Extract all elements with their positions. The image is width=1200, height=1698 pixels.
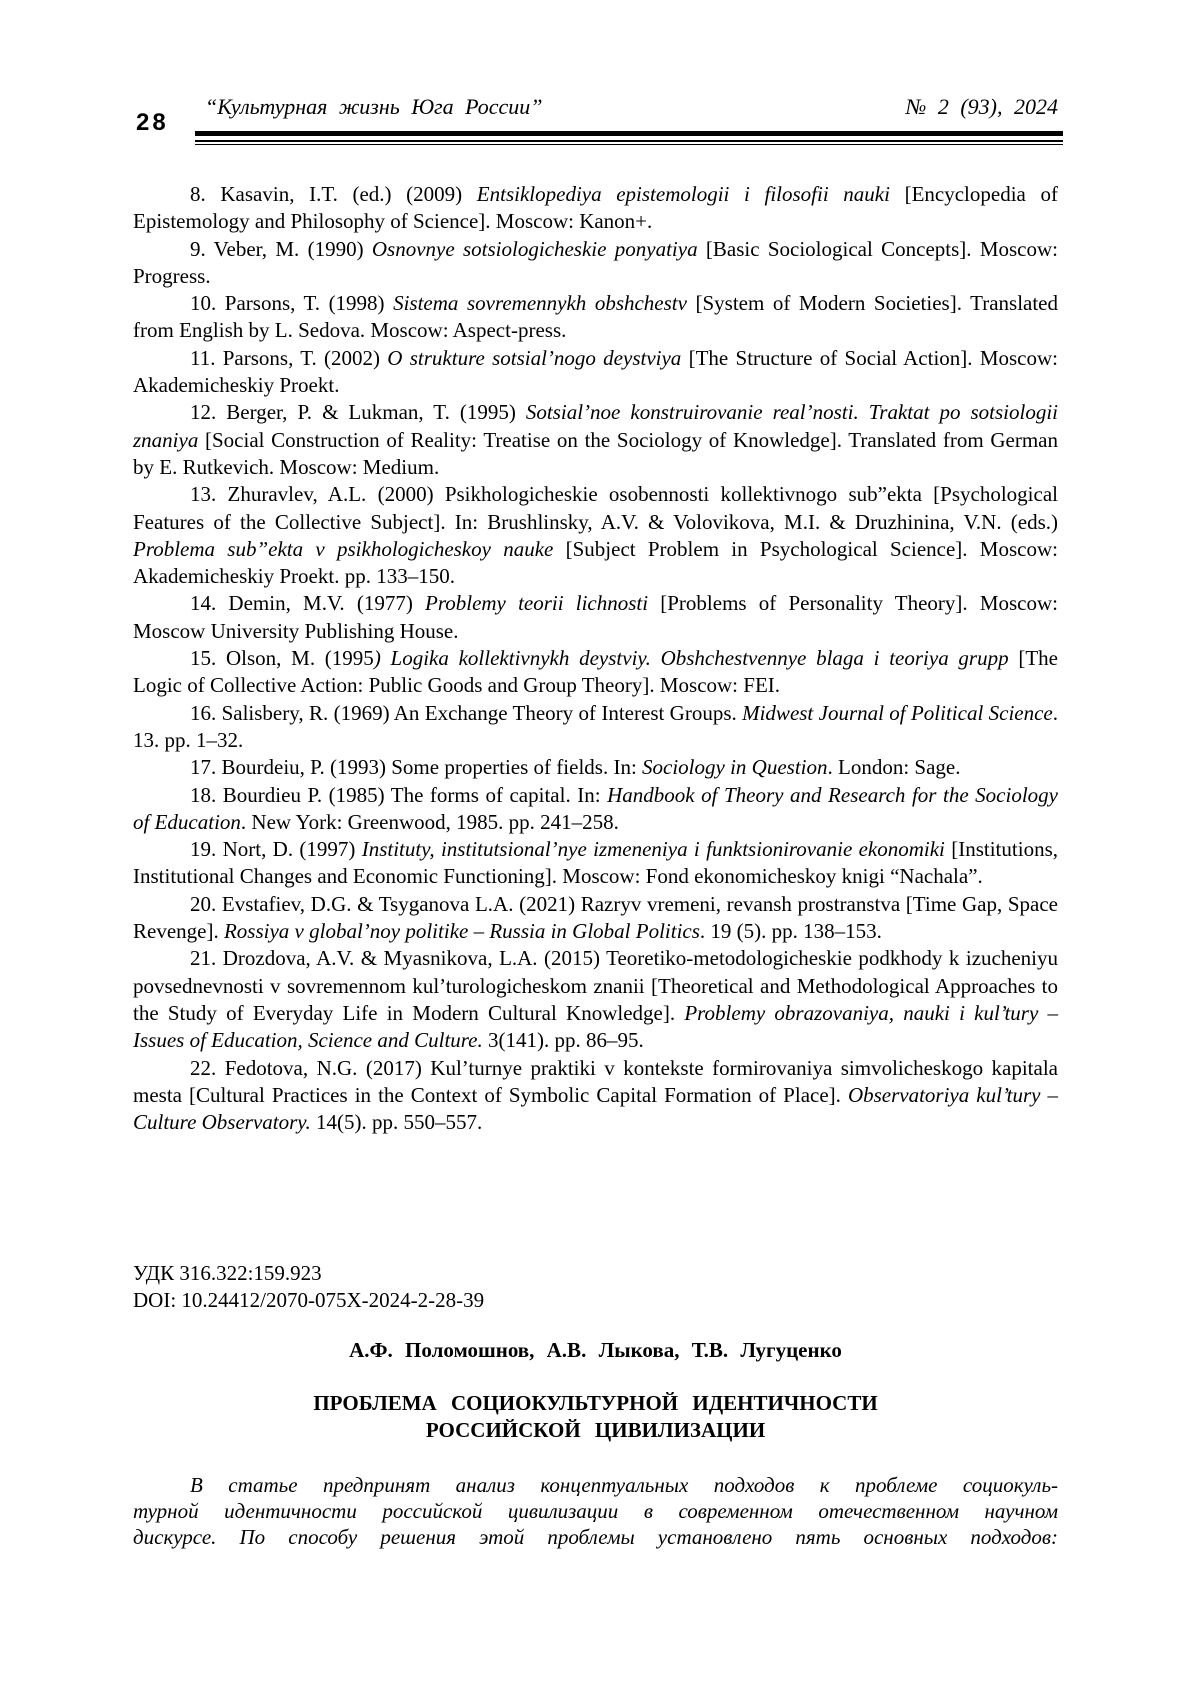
reference-item: 11. Parsons, T. (2002) O strukture sotsial’nogo deystviya [The Structure of Social Action]. Moscow: Akademicheskiy Proekt.	[133, 345, 1058, 398]
divider-thick-rule	[195, 131, 1063, 136]
references-list	[133, 181, 1058, 1136]
reference-item: 10. Parsons, T. (1998) Sistema sovremennykh obshchestv [System of Modern Societies]. Translated from English by L. Sedova. Moscow: Aspect-press.	[133, 291, 1058, 343]
reference-item: 15. Olson, M. (1995) Logika kollektivnykh deystviy. Obshchestvennye blaga i teoriya grupp [The Logic of Collective Action: Public Goods and Group Theory]. Moscow: FEI.	[133, 646, 1058, 698]
journal-title: “Культурная жизнь Юга России”	[205, 94, 543, 119]
reference-item: 18. Bourdieu P. (1985) The forms of capital. In: Handbook of Theory and Research for the Sociology of Education. New York: Greenwood, 1985. pp. 241–258.	[133, 782, 1058, 834]
running-head	[205, 94, 1058, 120]
udc-line: УДК 316.322:159.923	[133, 1261, 322, 1285]
udc-doi-block	[133, 1260, 1058, 1314]
reference-item: 22. Fedotova, N.G. (2017) Kul’turnye praktiki v kontekste formirovaniya simvolicheskogo kapitala mesta [Cultural Practices in the Context of Symbolic Capital Formation of Place]. Observatoriya kul’tury – Culture Observatory. 14(5). pp. 550–557.	[133, 1055, 1058, 1135]
abstract	[133, 1472, 1058, 1550]
article-title-line: ПРОБЛЕМА СОЦИОКУЛЬТУРНОЙ ИДЕНТИЧНОСТИ	[313, 1391, 878, 1415]
abstract-line: дискурсе. По способу решения этой проблемы установлено пять основных подходов:	[133, 1525, 1058, 1549]
reference-item: 21. Drozdova, A.V. & Myasnikova, L.A. (2015) Teoretiko-metodologicheskie podkhody k izucheniyu povsednevnosti v sovremennom kul’turologicheskom znanii [Theoretical and Methodological Approaches to the Study of Everyday Life in Modern Cultural Knowledge]. Problemy obrazovaniya, nauki i kul’tury – Issues of Education, Science and Culture. 3(141). pp. 86–95.	[133, 946, 1058, 1053]
divider-mid-rule	[195, 140, 1063, 142]
reference-item: 19. Nort, D. (1997) Instituty, institutsional’nye izmeneniya i funktsionirovanie ekonomiki [Institutions, Institutional Changes and Economic Functioning]. Moscow: Fond ekonomicheskoy knigi “Nachala”.	[133, 837, 1058, 889]
article-title	[133, 1390, 1058, 1444]
doi-line: DOI: 10.24412/2070-075X-2024-2-28-39	[133, 1288, 485, 1312]
reference-item: 13. Zhuravlev, A.L. (2000) Psikhologicheskie osobennosti kollektivnogo sub”ekta [Psychological Features of the Collective Subject]. In: Brushlinsky, A.V. & Volovikova, M.I. & Druzhinina, V.N. (eds.) Problema sub”ekta v psikhologicheskoy nauke [Subject Problem in Psychological Science]. Moscow: Akademicheskiy Proekt. pp. 133–150.	[133, 482, 1058, 589]
reference-item: 8. Kasavin, I.T. (ed.) (2009) Entsiklopediya epistemologii i filosofii nauki [Encyclopedia of Epistemology and Philosophy of Science]. Moscow: Kanon+.	[133, 182, 1058, 234]
reference-item: 20. Evstafiev, D.G. & Tsyganova L.A. (2021) Razryv vremeni, revansh prostranstva [Time Gap, Space Revenge]. Rossiya v global’noy politike – Russia in Global Politics. 19 (5). pp. 138–153.	[133, 891, 1058, 944]
divider-thin-rule	[195, 144, 1063, 145]
reference-item: 16. Salisbery, R. (1969) An Exchange Theory of Interest Groups. Midwest Journal of Political Science. 13. pp. 1–32.	[133, 700, 1059, 752]
header-divider	[195, 131, 1063, 145]
reference-item: 9. Veber, M. (1990) Osnovnye sotsiologicheskie ponyatiya [Basic Sociological Concepts]. Moscow: Progress.	[133, 236, 1058, 288]
authors-line: А.Ф. Поломошнов, А.В. Лыкова, Т.В. Лугуценко	[349, 1338, 842, 1362]
reference-item: 14. Demin, M.V. (1977) Problemy teorii lichnosti [Problems of Personality Theory]. Moscow: Moscow University Publishing House.	[133, 591, 1058, 643]
article-title-line: РОССИЙСКОЙ ЦИВИЛИЗАЦИИ	[425, 1418, 766, 1442]
reference-item: 17. Bourdeiu, P. (1993) Some properties of fields. In: Sociology in Question. London: Sage.	[190, 755, 961, 780]
reference-item: 12. Berger, P. & Lukman, T. (1995) Sotsial’noe konstruirovanie real’nosti. Traktat po sotsiologii znaniya [Social Construction of Reality: Treatise on the Sociology of Knowledge]. Translated from German by E. Rutkevich. Moscow: Medium.	[133, 400, 1058, 479]
page-number: 28	[136, 109, 169, 136]
abstract-line: турной идентичности российской цивилизации в современном отечественном научном	[133, 1499, 1058, 1523]
abstract-line: В статье предпринят анализ концептуальных подходов к проблеме социокуль-	[190, 1473, 1058, 1497]
issue-label: № 2 (93), 2024	[905, 94, 1058, 119]
